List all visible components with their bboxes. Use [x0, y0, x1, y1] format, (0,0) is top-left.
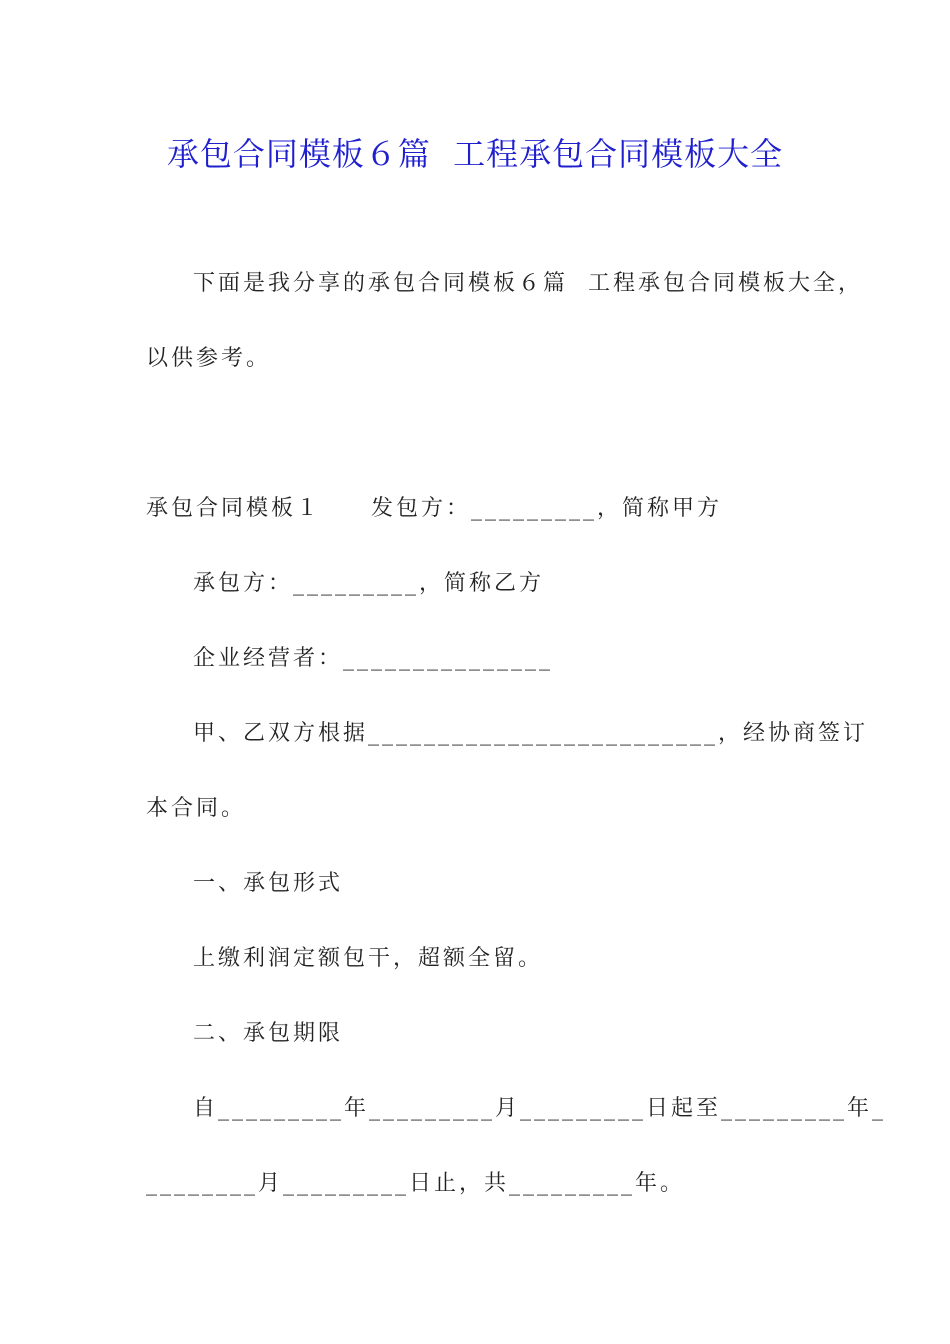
- section-heading-form: 一、承包形式: [193, 871, 344, 896]
- section-heading-term: 二、承包期限: [193, 1021, 344, 1046]
- page-title: 承包合同模板６篇 工程承包合同模板大全: [166, 135, 784, 173]
- agreement-line-1: 甲、乙双方根据_________________________，经协商签订: [193, 721, 869, 746]
- intro-paragraph-line-1: 下面是我分享的承包合同模板６篇 工程承包合同模板大全，: [193, 271, 863, 296]
- contractor-line: 承包方：_________，简称乙方: [193, 571, 545, 596]
- intro-paragraph-line-2: 以供参考。: [146, 346, 272, 371]
- agreement-line-2: 本合同。: [146, 796, 247, 821]
- section-body-form: 上缴利润定额包干，超额全留。: [193, 946, 544, 971]
- operator-line: 企业经营者：_______________: [193, 646, 554, 671]
- term-line-2: ________月_________日止，共_________年。: [146, 1171, 686, 1196]
- contract-heading-line: 承包合同模板１ 发包方：_________，简称甲方: [146, 496, 722, 521]
- term-line-1: 自_________年_________月_________日起至_________年_: [193, 1096, 887, 1121]
